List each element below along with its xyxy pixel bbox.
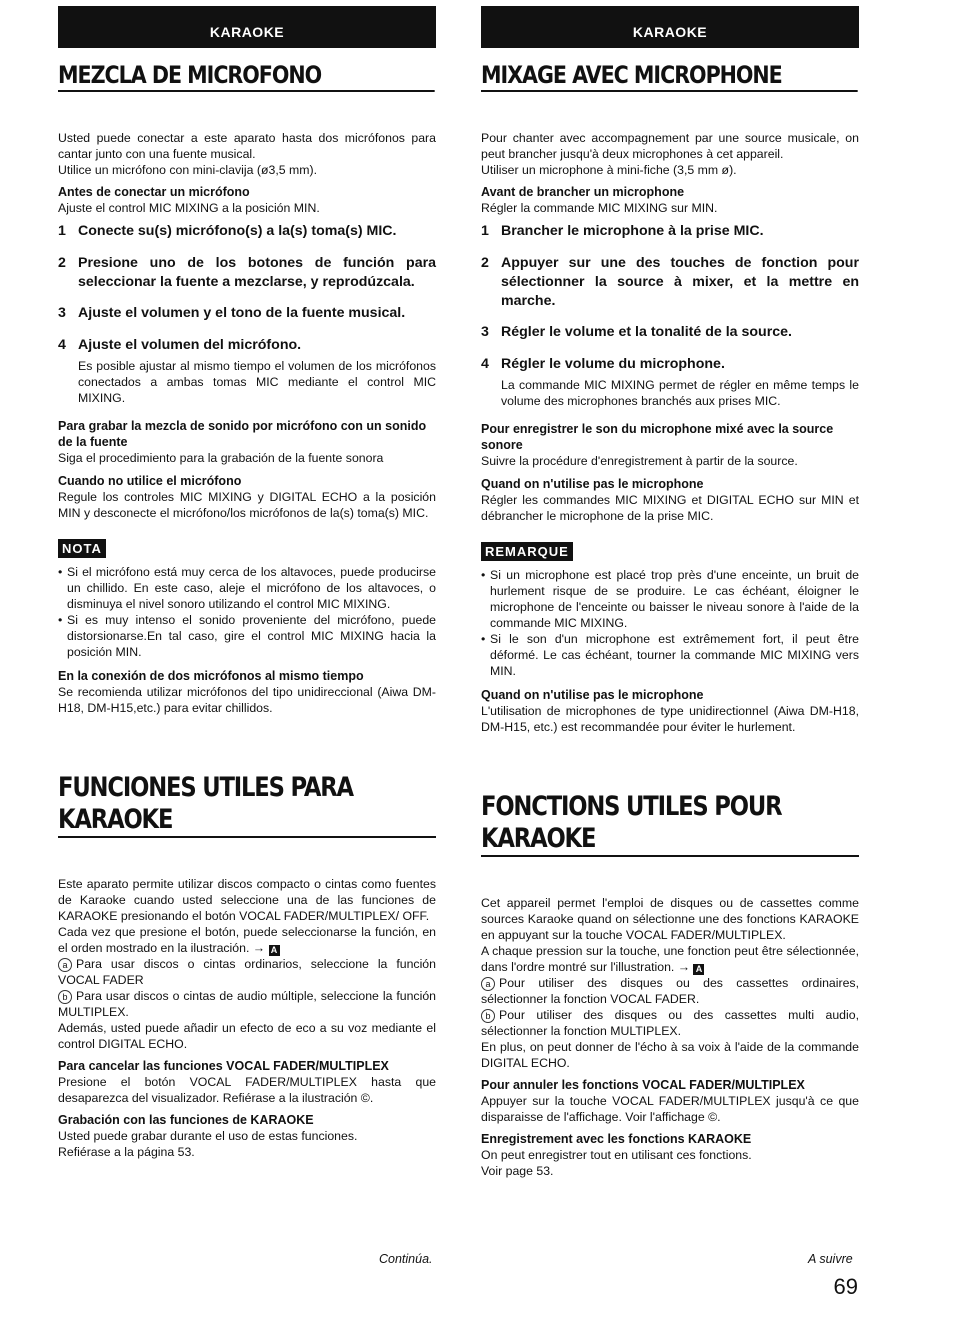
recording-heading: Enregistrement avec les fonctions KARAOKE (481, 1132, 752, 1146)
option-a: a Para usar discos o cintas ordinarios, seleccione la función VOCAL FADER (58, 957, 436, 987)
section-title-2: FUNCIONES UTILES PARA KARAOKE (58, 772, 436, 838)
continue-label-es: Continúa. (379, 1252, 433, 1266)
step-4: 4 Régler le volume du microphone. (481, 356, 725, 372)
note-item: • Si un microphone est placé trop près d'une enceinte, un bruit de hurlement risque de se produire. Le cas échéant, éloigner le microphone de l'enceinte ou baisser le niveau sonore à l'aide de la commande MIC MIXING. (481, 568, 859, 630)
spanish-column (58, 6, 436, 1160)
option-b: b Para usar discos o cintas de audio múltiple, seleccione la función MULTIPLEX. (58, 989, 436, 1019)
two-mic-text: L'utilisation de microphones de type unidirectionnel (Aiwa DM-H18, DM-H15, etc.) est recommandée pour éviter le hurlement. (481, 704, 859, 734)
intro-text-2: Utilice un micrófono con mini-clavija (ø3,5 mm). (58, 163, 317, 177)
functions-text-2: Cada vez que presione el botón, puede seleccionarse la función, en el orden mostrado en la ilustración. → A (58, 925, 436, 955)
step-1: 1 Conecte su(s) micrófono(s) a la(s) toma(s) MIC. (58, 223, 397, 239)
functions-text-3: En plus, on peut donner de l'écho à sa voix à l'aide de la commande DIGITAL ECHO. (481, 1040, 859, 1070)
note-item: • Si es muy intenso el sonido proveniente del micrófono, puede distorsionarse.En tal caso, gire el control MIC MIXING hacia la posición MIN. (58, 613, 436, 659)
before-text: Régler la commande MIC MIXING sur MIN. (481, 201, 718, 215)
intro-text: Pour chanter avec accompagnement par une source musicale, on peut brancher jusqu'à deux microphones à cet appareil. (481, 131, 859, 161)
section-banner: KARAOKE (481, 6, 859, 48)
step-2: 2 Presione uno de los botones de función para seleccionar la fuente a mezclarse, y reprodúzcala. (58, 255, 436, 290)
french-column (481, 6, 859, 1179)
note-item: • Si el micrófono está muy cerca de los altavoces, puede producirse un chillido. En este caso, aleje el micrófono de los altavoces, o disminuya el nivel sonoro utilizando el control MIC MIXING. (58, 565, 436, 611)
step-2: 2 Appuyer sur une des touches de fonction pour sélectionner la source à mixer, et la mettre en marche. (481, 255, 859, 309)
cancel-heading: Para cancelar las funciones VOCAL FADER/MULTIPLEX (58, 1059, 389, 1073)
step-4: 4 Ajuste el volumen del micrófono. (58, 337, 302, 353)
step-4-text: Es posible ajustar al mismo tiempo el volumen de los micrófonos conectados a ambas tomas MIC mediante el control MIC MIXING. (78, 359, 436, 405)
note-badge: REMARQUE (481, 542, 573, 561)
option-a: a Pour utiliser des disques ou des cassettes ordinaires, sélectionner la fonction VOCAL FADER. (481, 976, 859, 1006)
before-heading: Antes de conectar un micrófono (58, 185, 250, 199)
page-number: 69 (833, 1274, 858, 1299)
before-text: Ajuste el control MIC MIXING a la posición MIN. (58, 201, 320, 215)
note-badge: NOTA (58, 539, 106, 558)
functions-text-1: Este aparato permite utilizar discos compacto o cintas como fuentes de Karaoke cuando usted seleccione una de las funciones de KARAOKE presionando el botón VOCAL FADER/MULTIPLEX/ OFF. (58, 877, 436, 923)
page-title: MEZCLA DE MICROFONO (58, 62, 435, 92)
page-title: MIXAGE AVEC MICROPHONE (481, 62, 858, 92)
section-title-2: FONCTIONS UTILES POUR KARAOKE (481, 791, 859, 857)
two-mic-heading: Quand on n'utilise pas le microphone (481, 688, 704, 702)
step-4-text: La commande MIC MIXING permet de régler en même temps le volume des microphones branchés aux prises MIC. (501, 378, 859, 408)
figure-ref-icon: A (269, 945, 280, 956)
option-b-icon: b (481, 1009, 495, 1023)
intro-text: Usted puede conectar a este aparato hasta dos micrófonos para cantar junto con una fuente musical. (58, 131, 436, 161)
recording-text: On peut enregistrer tout en utilisant ces fonctions. (481, 1148, 752, 1162)
recording-heading: Grabación con las funciones de KARAOKE (58, 1113, 314, 1127)
two-mic-heading: En la conexión de dos micrófonos al mismo tiempo (58, 669, 364, 683)
notuse-text: Régler les commandes MIC MIXING et DIGITAL ECHO sur MIN et débrancher le microphone de la prise MIC. (481, 493, 859, 523)
cancel-heading: Pour annuler les fonctions VOCAL FADER/MULTIPLEX (481, 1078, 805, 1092)
record-text: Siga el procedimiento para la grabación de la fuente sonora (58, 451, 384, 465)
cancel-text: Presione el botón VOCAL FADER/MULTIPLEX hasta que desaparezca del visualizador. Refiérase a la ilustración ©. (58, 1075, 436, 1105)
recording-text-2: Refiérase a la página 53. (58, 1145, 195, 1159)
record-heading: Para grabar la mezcla de sonido por micrófono con un sonido de la fuente (58, 419, 427, 449)
recording-text-2: Voir page 53. (481, 1164, 554, 1178)
notuse-text: Regule los controles MIC MIXING y DIGITAL ECHO a la posición MIN y desconecte el micrófono/los micrófonos de la(s) toma(s) MIC. (58, 490, 436, 520)
record-text: Suivre la procédure d'enregistrement à partir de la source. (481, 454, 798, 468)
step-3: 3 Ajuste el volumen y el tono de la fuente musical. (58, 305, 406, 321)
step-3: 3 Régler le volume et la tonalité de la source. (481, 324, 792, 340)
option-b: b Pour utiliser des disques ou des cassettes multi audio, sélectionner la fonction MULTIPLEX. (481, 1008, 859, 1038)
two-mic-text: Se recomienda utilizar micrófonos del tipo unidireccional (Aiwa DM-H18, DM-H15,etc.) para evitar chillidos. (58, 685, 436, 715)
section-banner: KARAOKE (58, 6, 436, 48)
note-item: • Si le son d'un microphone est extrêmement fort, il peut être déformé. Le cas échéant, tourner la commande MIC MIXING vers MIN. (481, 632, 859, 678)
notuse-heading: Cuando no utilice el micrófono (58, 474, 242, 488)
before-heading: Avant de brancher un microphone (481, 185, 685, 199)
option-a-icon: a (481, 977, 495, 991)
step-1: 1 Brancher le microphone à la prise MIC. (481, 223, 764, 239)
record-heading: Pour enregistrer le son du microphone mixé avec la source sonore (481, 422, 834, 452)
notuse-heading: Quand on n'utilise pas le microphone (481, 477, 704, 491)
figure-ref-icon: A (693, 964, 704, 975)
continue-label-fr: A suivre (808, 1252, 853, 1266)
option-a-icon: a (58, 958, 72, 972)
functions-text-2: A chaque pression sur la touche, une fonction peut être sélectionnée, dans l'ordre montré sur l'illustration. → A (481, 944, 859, 974)
cancel-text: Appuyer sur la touche VOCAL FADER/MULTIPLEX jusqu'à ce que disparaisse de l'affichage. Voir l'affichage ©. (481, 1094, 859, 1124)
recording-text: Usted puede grabar durante el uso de estas funciones. (58, 1129, 358, 1143)
functions-text-1: Cet appareil permet l'emploi de disques ou de cassettes comme sources Karaoke quand on sélectionne une des fonctions KARAOKE en appuyant sur la touche VOCAL FADER/MULTIPLEX. (481, 896, 859, 942)
option-b-icon: b (58, 990, 72, 1004)
intro-text-2: Utiliser un microphone à mini-fiche (3,5 mm ø). (481, 163, 737, 177)
functions-text-3: Además, usted puede añadir un efecto de eco a su voz mediante el control DIGITAL ECHO. (58, 1021, 436, 1051)
